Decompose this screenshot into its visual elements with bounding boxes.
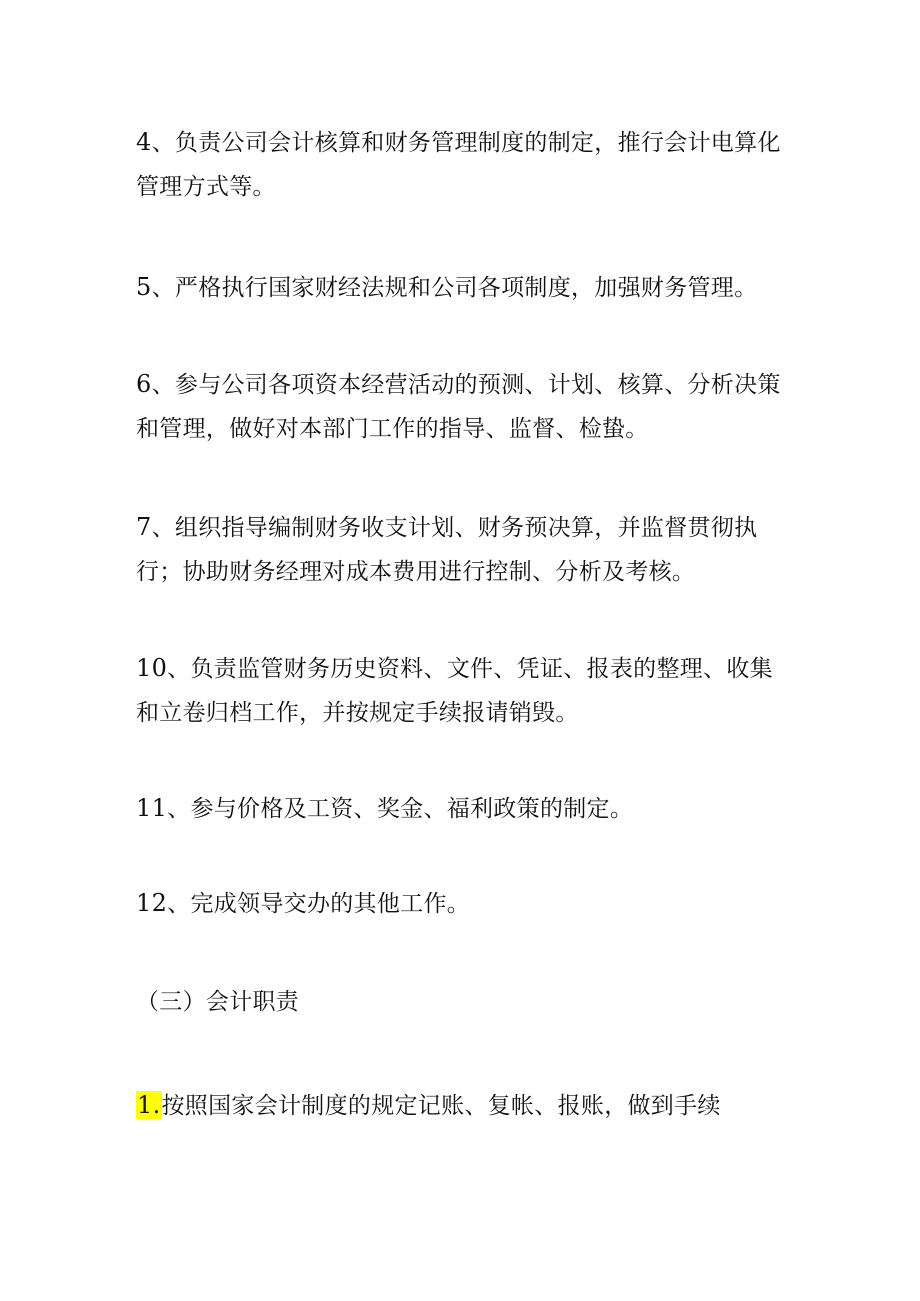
item-separator: 、 xyxy=(151,130,175,156)
highlighted-item-number: 1. xyxy=(137,1091,161,1119)
item-text: 负责公司会计核算和财务管理制度的制定，推行会计电算化管理方式等。 xyxy=(136,130,781,200)
item-text: 参与价格及工资、奖金、福利政策的制定。 xyxy=(190,796,634,822)
duty-item-5 xyxy=(136,265,786,310)
duty-item-11 xyxy=(136,786,786,831)
item-separator: 、 xyxy=(167,796,191,822)
duty-item-6 xyxy=(136,362,786,451)
item-text: 完成领导交办的其他工作。 xyxy=(190,891,471,917)
section-heading: （三）会计职责 xyxy=(136,989,300,1015)
item-number: 12 xyxy=(136,889,168,917)
item-text: 按照国家会计制度的规定记账、复帐、报账，做到手续 xyxy=(161,1093,721,1119)
item-number: 4 xyxy=(136,128,152,156)
item-number: 5 xyxy=(136,273,152,301)
item-separator: 、 xyxy=(151,372,175,398)
duty-item-4 xyxy=(136,120,786,209)
item-number: 10 xyxy=(136,654,168,682)
item-separator: 、 xyxy=(151,515,175,541)
item-text: 组织指导编制财务收支计划、财务预决算，并监督贯彻执行；协助财务经理对成本费用进行控制、分析及考核。 xyxy=(136,515,758,585)
item-separator: 、 xyxy=(167,656,191,682)
item-text: 严格执行国家财经法规和公司各项制度，加强财务管理。 xyxy=(174,275,758,301)
item-number: 11 xyxy=(136,794,168,822)
duty-item-7 xyxy=(136,505,786,594)
accountant-duty-item-1 xyxy=(136,1083,786,1128)
item-text: 参与公司各项资本经营活动的预测、计划、核算、分析决策和管理，做好对本部门工作的指导、监督、检蛰。 xyxy=(136,372,781,442)
item-number: 6 xyxy=(136,370,152,398)
item-separator: 、 xyxy=(167,891,191,917)
item-separator: 、 xyxy=(151,275,175,301)
duty-item-10 xyxy=(136,646,786,735)
item-text: 负责监管财务历史资料、文件、凭证、报表的整理、收集和立卷归档工作，并按规定手续报请销毁。 xyxy=(136,656,773,726)
duty-item-12 xyxy=(136,881,786,926)
item-number: 7 xyxy=(136,513,152,541)
